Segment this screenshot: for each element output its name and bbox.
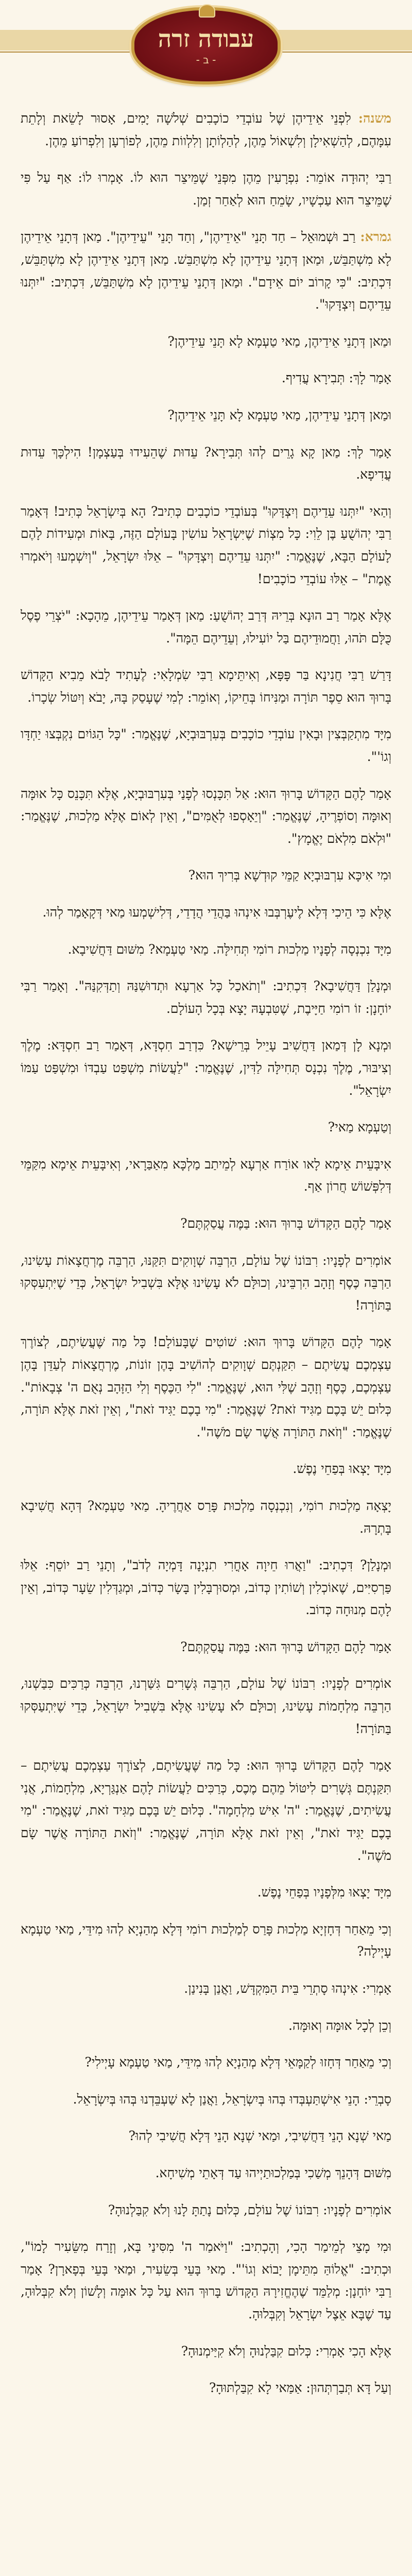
paragraph — [21, 1331, 391, 1443]
paragraph-text: אָמַר לָהֶם הַקָּדוֹשׁ בָּרוּךְ הוּא: בַּמֶּה עֲסַקְתֶּם? — [180, 1639, 391, 1654]
paragraph-text: מִיָּד נִכְנְסָה לְפָנָיו מַלְכוּת רוֹמִי תְּחִילָּה. מַאי טַעְמָא? מִשּׁוּם דַּחֲשִׁיבָא. — [67, 941, 391, 957]
chapter-number: - ב - — [196, 54, 216, 66]
paragraph — [21, 330, 391, 353]
paragraph-text: אָמַר לָךְ: מַאן קָא גָרֵים לְהוּ תְּבִירָא? עֵדוּת שֶׁהֵעִידוּ בְּעַצְמָן! הִילְכָּךְ עֵדוּת עֲדִיפָא. — [21, 444, 391, 482]
paragraph — [21, 2014, 391, 2037]
paragraph — [21, 901, 391, 924]
paragraph — [21, 1034, 391, 1101]
paragraph-text: וְהַאי "יִתְּנוּ עֵדֵיהֶם וְיִצְדָּקוּ" בְּעוֹבְדֵי כוֹכָבִים כְּתִיב? הָא בְּיִשְׂרָאֵל כְּתִיב! דְּאָמַר רַבִּי יְהוֹשֻׁעַ בֶּן לֵוִי: כָּל מִצְוֹת שֶׁיִּשְׂרָאֵל עוֹשִׂין בָּעוֹלָם הַזֶּה, בָּאוֹת וּמְעִידוֹת לָהֶם לָעוֹלָם הַבָּא, שֶׁנֶּאֱמַר: "יִתְּנוּ עֵדֵיהֶם וְיִצְדָּקוּ" – אֵלּוּ יִשְׂרָאֵל, "וְיִשְׁמְעוּ וְיֹאמְרוּ אֱמֶת" – אֵלּוּ עוֹבְדֵי כוֹכָבִים! — [21, 503, 391, 586]
paragraph — [21, 2235, 391, 2325]
paragraph-text: וּמְנָא לָן דְּמַאן דַּחֲשִׁיב עָיֵיל בְּרֵישָׁא? כִּדְרַב חִסְדָּא, דְּאָמַר רַב חִסְדָּא: מֶלֶךְ וְצִיבּוּר, מֶלֶךְ נִכְנָס תְּחִילָּה לַדִּין, שֶׁנֶּאֱמַר: "לַעֲשׂוֹת מִשְׁפַּט עַבְדּוֹ וּמִשְׁפַּט עַמּוֹ יִשְׂרָאֵל". — [21, 1038, 391, 1098]
paragraph-text: וּמִי אִיכָּא עִרְבּוּבְיָא קַמֵּי קוּדְשָׁא בְּרִיךְ הוּא? — [188, 868, 391, 883]
paragraph-text: אוֹמְרִים לְפָנָיו: רִבּוֹנוֹ שֶׁל עוֹלָם, הַרְבֵּה שְׁוָוקִים תִּקַּנּוּ, הַרְבֵּה מֶרְחֲצָאוֹת עָשִׂינוּ, הַרְבֵּה כֶּסֶף וְזָהָב הִרְבֵּינוּ, וְכוּלָּם לֹא עָשִׂינוּ אֶלָּא בִּשְׁבִיל יִשְׂרָאֵל, כְּדֵי שֶׁיִּתְעַסְּקוּ בַּתּוֹרָה! — [21, 1252, 391, 1313]
paragraph-text: וּמִי מָצֵי לְמֵימַר הָכִי, וְהָכְתִיב: "וַיֹּאמַר ה' מִסִּינַי בָּא, וְזָרַח מִשֵּׂעִיר לָמוֹ", וּכְתִיב: "אֱלוֹהַּ מִתֵּימָן יָבוֹא וְגוֹ'". מַאי בָּעֵי בְּשֵׂעִיר, וּמַאי בָּעֵי בְּפָארָן? אָמַר רַבִּי יוֹחָנָן: מְלַמֵּד שֶׁהֶחֱזִירָהּ הַקָּדוֹשׁ בָּרוּךְ הוּא עַל כָּל אוּמָּה וְלָשׁוֹן וְלֹא קִבְּלוּהָ, עַד שֶׁבָּא אֵצֶל יִשְׂרָאֵל וְקִבְּלוּהָ. — [21, 2239, 391, 2321]
paragraph — [21, 1458, 391, 1480]
paragraph — [21, 367, 391, 389]
paragraph — [21, 2088, 391, 2111]
section-label: גמרא: — [360, 229, 391, 245]
paragraph-text: וּמְנָלַן? דִּכְתִיב: "וַאֲרוּ חֵיוָה אָחֳרִי תִנְיָנָה דָּמְיָה לְדֹב", וְתָנֵי רַב יוֹסֵף: אֵלּוּ פַּרְסִיִּים, שֶׁאוֹכְלִין וְשׁוֹתִין כְּדוֹב, וּמְסוּרְבָּלִין בָּשָׂר כְּדוֹב, וּמְגַדְּלִין שֵׂעָר כְּדוֹב, וְאֵין לָהֶם מְנוּחָה כְּדוֹב. — [21, 1557, 391, 1618]
paragraph-text: אֶלָּא הָכִי אָמְרִי: כְּלוּם קִבַּלְנוּהָ וְלֹא קִיַּימְנוּהָ? — [181, 2343, 391, 2359]
paragraph — [21, 783, 391, 850]
paragraph-text: וּמְנָלַן דַּחֲשִׁיבָא? דִּכְתִיב: "וְתֹאכַל כָּל אַרְעָא וּתְדוּשִׁנַּהּ וְתַדְּקִנַּהּ". וְאָמַר רַבִּי יוֹחָנָן: זוֹ רוֹמִי חַיָּיבֶת, שֶׁטִּבְעָהּ יָצָא בְּכָל הָעוֹלָם. — [21, 978, 391, 1016]
paragraph-text: וְכִי מֵאַחַר דְּחָזוּ לְקַמָּאֵי דְּלָא מְהַנְיָא לְהוּ מִידֵּי, מַאי טַעְמָא עָיְילִי? — [84, 2055, 391, 2070]
paragraph-text: וְטַעְמָא מַאי? — [328, 1120, 391, 1135]
paragraph — [21, 2125, 391, 2147]
paragraph — [21, 2162, 391, 2184]
paragraph-text: סָבְרֵי: הָנֵי אִישְׁתַּעְבְּדוּ בְּהוּ בְּיִשְׂרָאֵל, וַאֲנַן לָא שַׁעְבֵּדְנוּ בְּהוּ בְּיִשְׂרָאֵל. — [73, 2091, 391, 2107]
header — [0, 0, 412, 98]
paragraph — [21, 166, 391, 211]
paragraph-text: רַבִּי יְהוּדָה אוֹמֵר: נִפְרָעִין מֵהֶן מִפְּנֵי שֶׁמֵּיצֵר הוּא לוֹ. אָמְרוּ לוֹ: אַף עַל פִּי שֶׁמֵּיצֵר הוּא עַכְשָׁיו, שָׂמֵחַ הוּא לְאַחַר זְמַן. — [21, 170, 391, 208]
paragraph-text: מַאי שְׁנָא הָנֵי דַּחֲשִׁיבִי, וּמַאי שְׁנָא הָנֵי דְּלָא חֲשִׁיבִי לְהוּ? — [128, 2128, 391, 2144]
paragraph-text: וְכֵן לְכָל אוּמָּה וְאוּמָּה. — [288, 2018, 391, 2033]
paragraph — [21, 1495, 391, 1539]
paragraph — [21, 107, 391, 152]
paragraph-text: מִיָּד יָצְאוּ מִלְּפָנָיו בְּפַחֵי נֶפֶשׁ. — [257, 1885, 391, 1900]
paragraph — [21, 441, 391, 486]
paragraph — [21, 723, 391, 768]
paragraph-text: יָצְאָה מַלְכוּת רוֹמִי, וְנִכְנְסָה מַלְכוּת פָּרַס אַחֲרֶיהָ. מַאי טַעְמָא? דְּהָא חֲשִׁיבָא בָּתְרָהּ. — [21, 1498, 391, 1536]
paragraph — [21, 2051, 391, 2074]
paragraph — [21, 404, 391, 427]
paragraph-text: רַב וּשְׁמוּאֵל – חַד תָּנֵי "אֵידֵיהֶן", וְחַד תָּנֵי "עֵידֵיהֶן". מַאן דְּתָנֵי אֵידֵיהֶן לָא מִשְׁתַּבֵּשׁ, וּמַאן דְּתָנֵי עֵידֵיהֶן לָא מִשְׁתַּבֵּשׁ. מַאן דְּתָנֵי אֵידֵיהֶן לָא מִשְׁתַּבֵּשׁ, דִּכְתִיב: "כִּי קָרוֹב יוֹם אֵידָם". וּמַאן דְּתָנֵי עֵידֵיהֶן לָא מִשְׁתַּבֵּשׁ, דִּכְתִיב: "יִתְּנוּ עֵדֵיהֶם וְיִצְדָּקוּ". — [21, 229, 391, 312]
paragraph — [21, 664, 391, 708]
paragraph-text: אוֹמְרִים לְפָנָיו: רִבּוֹנוֹ שֶׁל עוֹלָם, הַרְבֵּה גְּשָׁרִים גִּשַּׁרְנוּ, הַרְבֵּה כְּרַכִּים כִּבַּשְׁנוּ, הַרְבֵּה מִלְחָמוֹת עָשִׂינוּ, וְכוּלָּם לֹא עָשִׂינוּ אֶלָּא בִּשְׁבִיל יִשְׂרָאֵל, כְּדֵי שֶׁיִּתְעַסְּקוּ בַּתּוֹרָה! — [21, 1676, 391, 1736]
paragraph — [21, 604, 391, 649]
paragraph-text: מִיָּד יָצְאוּ בְּפַחֵי נֶפֶשׁ. — [293, 1461, 391, 1477]
paragraph — [21, 1918, 391, 1963]
paragraph — [21, 2199, 391, 2222]
paragraph — [21, 226, 391, 315]
paragraph-text: מִיָּד מִתְקַבְּצִין וּבָאִין עוֹבְדֵי כוֹכָבִים בְּעִרְבּוּבְיָא, שֶׁנֶּאֱמַר: "כָּל הַגּוֹיִם נִקְבְּצוּ יַחְדָּו וְגוֹ'". — [21, 726, 391, 765]
title-badge — [131, 7, 281, 84]
paragraph-text: לִפְנֵי אֵידֵיהֶן שֶׁל עוֹבְדֵי כוֹכָבִים שְׁלשָׁה יָמִים, אָסוּר לָשֵׂאת וְלָתֵת עִמָּהֶם, לְהַשְׁאִילָן וְלִשְׁאוֹל מֵהֶן, לְהַלְוֹתָן וְלִלְווֹת מֵהֶן, לְפוֹרְעָן וְלִפְרוֹעַ מֵהֶן. — [21, 111, 391, 148]
paragraph — [21, 1554, 391, 1621]
paragraph — [21, 2340, 391, 2363]
paragraph-text: אוֹמְרִים לְפָנָיו: רִבּוֹנוֹ שֶׁל עוֹלָם, כְּלוּם נָתַתָּ לָנוּ וְלֹא קִבַּלְנוּהָ? — [108, 2202, 391, 2217]
paragraph — [21, 938, 391, 961]
paragraph — [21, 2377, 391, 2399]
paragraph-text: אָמַר לָהֶם הַקָּדוֹשׁ בָּרוּךְ הוּא: שׁוֹטִים שֶׁבָּעוֹלָם! כָּל מַה שֶּׁעֲשִׂיתֶם, לְצוֹרֶךְ עַצְמְכֶם עֲשִׂיתֶם – תִּקַּנְתֶּם שְׁוָוקִים לְהוֹשִׁיב בָּהֶן זוֹנוֹת, מֶרְחֲצָאוֹת לְעַדֵּן בָּהֶן עַצְמְכֶם, כֶּסֶף וְזָהָב שֶׁלִּי הוּא, שֶׁנֶּאֱמַר: "לִי הַכֶּסֶף וְלִי הַזָּהָב נְאֻם ה' צְבָאוֹת". כְּלוּם יֵשׁ בָּכֶם מַגִּיד זֹאת? שֶׁנֶּאֱמַר: "מִי בָכֶם יַגִּיד זֹאת", וְאֵין זֹאת אֶלָּא תּוֹרָה, שֶׁנֶּאֱמַר: "וְזֹאת הַתּוֹרָה אֲשֶׁר שָׂם מֹשֶׁה". — [21, 1334, 391, 1439]
paragraph-text: אֶלָּא כִּי הֵיכִי דְּלָא לֶיעֶרְבְּבוּ אִינְהוּ בַּהֲדֵי הֲדָדֵי, דְּלִישְׁמְעוּ מַאי דְּקָאָמַר לְהוּ. — [42, 905, 391, 920]
paragraph — [21, 1116, 391, 1139]
paragraph-text: אָמַר לָהֶם הַקָּדוֹשׁ בָּרוּךְ הוּא: אַל תִּכָּנְסוּ לְפָנַי בְּעִרְבּוּבְיָא, אֶלָּא תִּכָּנֵס כָּל אוּמָּה וְאוּמָּה וְסוֹפְרֶיהָ, שֶׁנֶּאֱמַר: "וְיֵאָסְפוּ לְאֻמִּים", וְאֵין לְאוֹם אֶלָּא מַלְכוּת, שֶׁנֶּאֱמַר: "וּלְאֹם מִלְאֹם יֶאֱמָץ". — [21, 786, 391, 846]
paragraph — [21, 1977, 391, 2000]
paragraph — [21, 1249, 391, 1317]
paragraph — [21, 975, 391, 1020]
paragraph — [21, 1212, 391, 1235]
paragraph-text: וּמַאן דְּתָנֵי אֵידֵיהֶן, מַאי טַעְמָא לָא תָּנֵי עֵידֵיהֶן? — [167, 333, 391, 349]
paragraph-text: וּמַאן דְּתָנֵי עֵידֵיהֶן, מַאי טַעְמָא לָא תָּנֵי אֵידֵיהֶן? — [167, 407, 391, 422]
paragraph-text: אָמַר לָךְ: תְּבִירָא עֲדִיף. — [281, 370, 391, 386]
paragraph — [21, 1881, 391, 1904]
paragraph — [21, 1636, 391, 1658]
text-body — [21, 107, 391, 2414]
paragraph-text: אֶלָּא אָמַר רַב הוּנָא בְּרֵיהּ דְּרַב יְהוֹשֻׁעַ: מַאן דְּאָמַר עֵידֵיהֶן, מֵהָכָא: "יֹצְרֵי פֶסֶל כֻּלָּם תֹּהוּ, וַחֲמוּדֵיהֶם בַּל יוֹעִילוּ, וְעֵדֵיהֶם הֵמָּה". — [21, 608, 391, 646]
paragraph-text: אָמְרִי: אִינְהוּ סָתְרֵי בֵּית הַמִּקְדָּשׁ, וַאֲנַן בָּנִינַן. — [184, 1981, 391, 1996]
tractate-title: עבודה זרה — [158, 24, 254, 53]
paragraph-text: אָמַר לָהֶם הַקָּדוֹשׁ בָּרוּךְ הוּא: בַּמֶּה עֲסַקְתֶּם? — [180, 1215, 391, 1231]
paragraph-text: וְכִי מֵאַחַר דְּחָזְיָא מַלְכוּת פָּרַס לְמַלְכוּת רוֹמִי דְּלָא מְהַנְיָא לְהוּ מִידֵּי, מַאי טַעְמָא עָיְילָה? — [21, 1921, 391, 1959]
paragraph-text: דָּרַשׁ רַבִּי חֲנִינָא בַּר פָּפָּא, וְאִיתֵּימָא רַבִּי שִׂמְלָאִי: לֶעָתִיד לָבֹא מֵבִיא הַקָּדוֹשׁ בָּרוּךְ הוּא סֵפֶר תּוֹרָה וּמַנִּיחוֹ בְּחֵיקוֹ, וְאוֹמֵר: לְמִי שֶׁעָסַק בָּהּ, יָבֹא וְיִטּוֹל שְׂכָרוֹ. — [21, 667, 391, 705]
paragraph — [21, 1153, 391, 1198]
paragraph — [21, 1754, 391, 1867]
paragraph-text: אָמַר לָהֶם הַקָּדוֹשׁ בָּרוּךְ הוּא: כָּל מַה שֶּׁעֲשִׂיתֶם, לְצוֹרֶךְ עַצְמְכֶם עֲשִׂיתֶם – תִּקַּנְתֶּם גְּשָׁרִים לִיטּוֹל מֵהֶם מֶכֶס, כְּרַכִּים לַעֲשׂוֹת לָהֶם אַנְגַּרְיָא, מִלְחָמוֹת, אֲנִי עֲשִׂיתִים, שֶׁנֶּאֱמַר: "ה' אִישׁ מִלְחָמָה". כְּלוּם יֵשׁ בָּכֶם מַגִּיד זֹאת, שֶׁנֶּאֱמַר: "מִי בָכֶם יַגִּיד זֹאת", וְאֵין זֹאת אֶלָּא תּוֹרָה, שֶׁנֶּאֱמַר: "וְזֹאת הַתּוֹרָה אֲשֶׁר שָׂם מֹשֶׁה". — [21, 1758, 391, 1863]
paragraph-text: אִיבָּעֵית אֵימָא לָאו אוֹרַח אַרְעָא לְמֵיתַב מַלְכָּא מִאַבַּרָאי, וְאִיבָּעֵית אֵימָא מִקַּמֵּי דְּלִפְּשׁוֹשׁ חֲרוֹן אַף. — [21, 1156, 391, 1194]
section-label: משנה: — [358, 111, 391, 126]
paragraph — [21, 500, 391, 590]
paragraph — [21, 1672, 391, 1740]
crown-ornament-icon — [199, 4, 215, 18]
paragraph-text: מִשּׁוּם דְּהָנֵךְ מְשַׁכִי בְּמַלְכוּתַיְיהוּ עַד דְּאָתֵי מְשִׁיחָא. — [155, 2165, 391, 2180]
paragraph — [21, 864, 391, 887]
paragraph-text: וְעַל דָּא תְּבַרְתְּהוּן: אַמַּאי לָא קִבַּלְתּוּהָ? — [209, 2380, 391, 2396]
